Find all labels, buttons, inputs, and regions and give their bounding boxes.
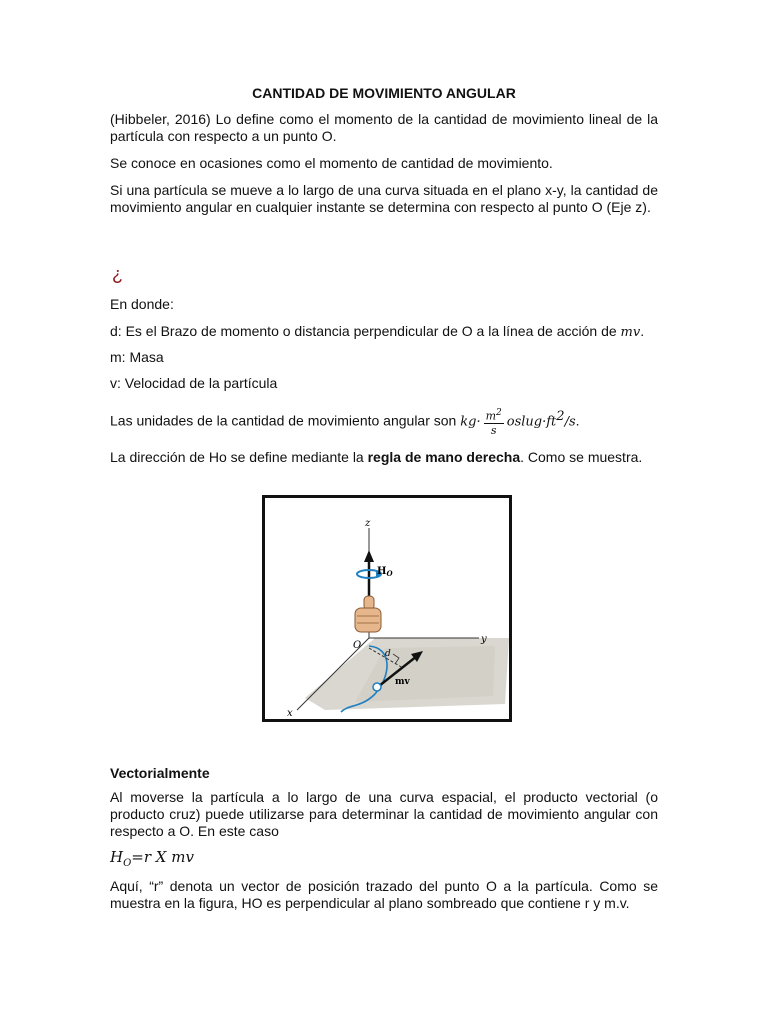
units-middle: oslug	[506, 414, 543, 430]
ho-arrowhead	[364, 550, 374, 562]
label-ho-main: H	[377, 566, 387, 577]
right-hand-rule-figure	[262, 495, 512, 722]
inverted-question-mark: ¿	[112, 264, 123, 284]
direction-line	[110, 448, 642, 466]
eq-sub: O	[123, 858, 132, 869]
position-vector-paragraph: Aquí, “r” denota un vector de posición trazado del punto O a la partícula. Como se muestra en la figura, HO es perpendicular al plano sombreado que contiene r y m.v.	[110, 878, 658, 911]
where-v-line: v: Velocidad de la partícula	[110, 375, 278, 391]
label-o: O	[353, 640, 362, 651]
units-fraction	[484, 407, 504, 437]
units-line: Las unidades de la cantidad de movimiento angular son kg· $\frac{m^2}{s}$ $oslug\cdot ft^2/s$.	[110, 408, 580, 437]
label-y: y	[481, 634, 487, 645]
direction-after: . Como se muestra.	[520, 449, 643, 465]
units-num: m	[485, 409, 497, 423]
label-ho	[377, 566, 393, 578]
units-tail: /s	[564, 414, 576, 430]
where-intro: En donde:	[110, 296, 174, 312]
particle	[373, 683, 381, 691]
where-d-math: mv	[620, 325, 641, 340]
label-x: x	[287, 708, 293, 719]
units-ft: ft	[546, 414, 557, 430]
eq-rest: =r X mv	[131, 848, 194, 866]
ho-equation	[110, 848, 194, 869]
plane-paragraph: Si una partícula se mueve a lo largo de una curva situada en el plano x-y, la cantidad de movimiento angular en cualquier instante se determina con respecto al punto O (Eje z).	[110, 182, 658, 215]
alias-paragraph: Se conoce en ocasiones como el momento de cantidad de movimiento.	[110, 155, 553, 171]
direction-before: La dirección de Ho se define mediante la	[110, 449, 364, 465]
units-num-exp: 2	[496, 408, 502, 419]
label-z: z	[365, 518, 371, 529]
units-ft-exp: 2	[556, 409, 565, 424]
units-text: Las unidades de la cantidad de movimiento angular son	[110, 412, 457, 429]
label-mv: mv	[395, 677, 410, 687]
units-kg: kg	[460, 414, 477, 430]
where-d-text: d: Es el Brazo de momento o distancia perpendicular de O a la línea de acción de	[110, 323, 617, 339]
direction-bold: regla de mano derecha	[367, 449, 521, 465]
figure-svg	[265, 498, 509, 719]
label-ho-sub: O	[386, 569, 393, 578]
units-den: s	[490, 423, 497, 437]
fist	[355, 608, 381, 632]
page-title: CANTIDAD DE MOVIMIENTO ANGULAR	[252, 85, 516, 101]
vectorial-heading: Vectorialmente	[110, 765, 210, 781]
eq-h: H	[110, 848, 124, 866]
definition-paragraph: (Hibbeler, 2016) Lo define como el momento de la cantidad de movimiento lineal de la partícula con respecto a un punto O.	[110, 111, 658, 144]
where-d-line: d: Es el Brazo de momento o distancia perpendicular de O a la línea de acción de mv.	[110, 323, 645, 340]
units-end: .	[575, 412, 580, 429]
vectorial-paragraph: Al moverse la partícula a lo largo de una curva espacial, el producto vectorial (o producto cruz) puede utilizarse para determinar la cantidad de movimiento angular con respecto a O. En este caso	[110, 789, 658, 839]
where-m-line: m: Masa	[110, 349, 164, 365]
label-d: d	[385, 649, 391, 659]
